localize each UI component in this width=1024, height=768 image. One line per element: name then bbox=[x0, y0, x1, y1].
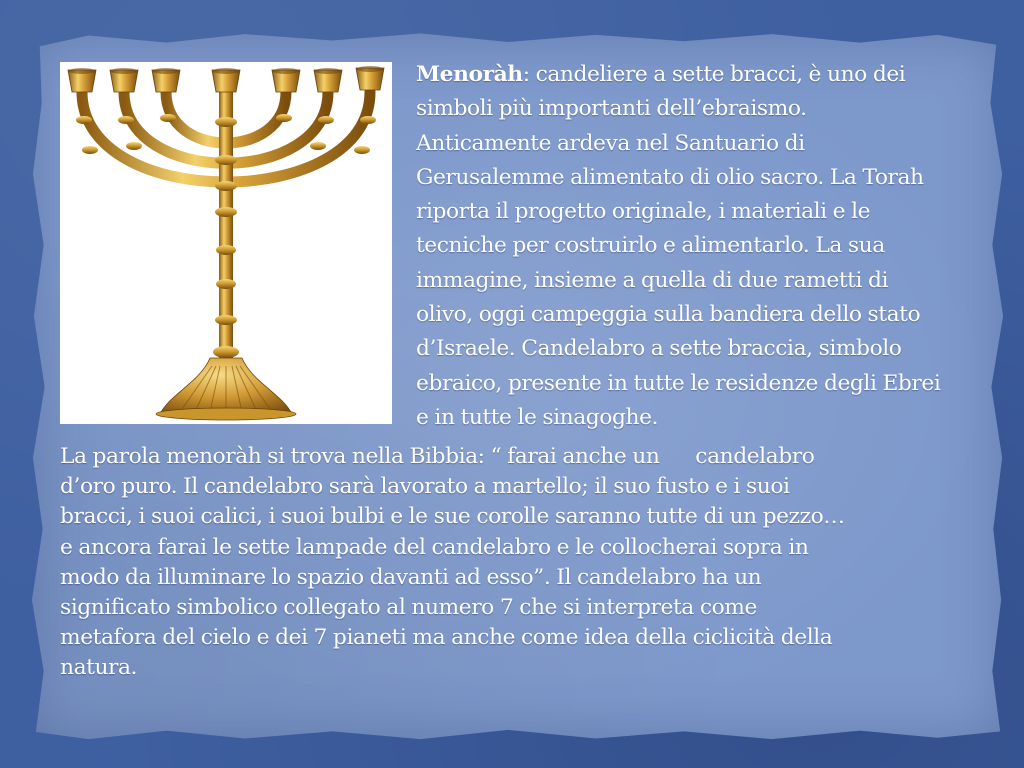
definition-line: d’Israele. Candelabro a sette braccia, simbolo bbox=[416, 336, 902, 362]
definition-line: ebraico, presente in tutte le residenze degli Ebrei bbox=[416, 370, 941, 396]
definition-separator: : bbox=[522, 62, 536, 87]
definition-line: riporta il progetto originale, i materiali e le bbox=[416, 199, 871, 225]
menorah-image bbox=[60, 62, 392, 424]
definition-line: Gerusalemme alimentato di olio sacro. La Torah bbox=[416, 164, 924, 190]
definition-text bbox=[416, 58, 1012, 435]
definition-line: tecniche per costruirlo e alimentarlo. La sua bbox=[416, 233, 885, 259]
bible-line: d’oro puro. Il candelabro sarà lavorato a martello; il suo fusto e i suoi bbox=[60, 474, 790, 500]
bible-line: metafora del cielo e dei 7 pianeti ma anche come idea della ciclicità della bbox=[60, 625, 833, 651]
definition-line: e in tutte le sinagoghe. bbox=[416, 404, 658, 430]
bible-line: bracci, i suoi calici, i suoi bulbi e le sue corolle saranno tutte di un pezzo… bbox=[60, 504, 845, 530]
bible-line: modo da illuminare lo spazio davanti ad esso”. Il candelabro ha un bbox=[60, 564, 762, 590]
definition-line: Anticamente ardeva nel Santuario di bbox=[416, 130, 805, 156]
bible-line: significato simbolico collegato al numero 7 che si interpreta come bbox=[60, 595, 757, 621]
bible-line: natura. bbox=[60, 655, 138, 681]
definition-line-1 bbox=[416, 58, 1012, 92]
definition-line: immagine, insieme a quella di due rametti di bbox=[416, 267, 888, 293]
definition-line: olivo, oggi campeggia sulla bandiera dello stato bbox=[416, 302, 921, 328]
bible-quote-text bbox=[60, 442, 960, 684]
definition-term: Menoràh bbox=[416, 62, 523, 87]
bible-line: La parola menoràh si trova nella Bibbia: “ farai anche un candelabro bbox=[60, 444, 815, 469]
bible-line: e ancora farai le sette lampade del candelabro e le collocherai sopra in bbox=[60, 534, 809, 560]
menorah-icon bbox=[60, 62, 392, 424]
definition-line: candeliere a sette bracci, è uno dei bbox=[535, 62, 906, 87]
definition-line: simboli più importanti dell’ebraismo. bbox=[416, 96, 807, 122]
